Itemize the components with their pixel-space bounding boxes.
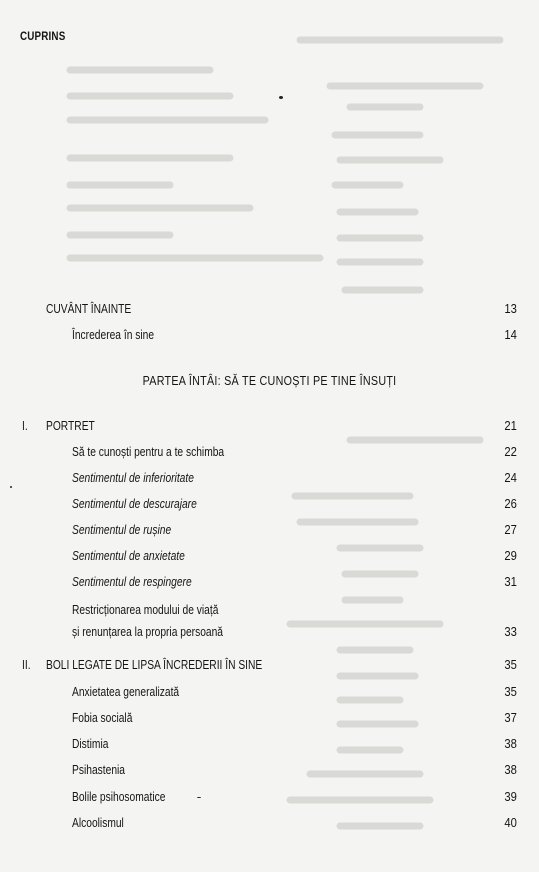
entry-title: Sentimentul de inferioritate — [72, 471, 194, 485]
toc-entry[interactable] — [0, 685, 539, 703]
entry-title: Anxietatea generalizată — [72, 685, 180, 699]
entry-title: Sentimentul de anxietate — [72, 549, 185, 563]
part-title — [0, 374, 539, 388]
entry-title-line2: și renunțarea la propria persoană — [72, 625, 224, 639]
entry-page: 33 — [504, 625, 517, 639]
entry-page: 38 — [504, 763, 517, 777]
entry-page: 22 — [504, 445, 517, 459]
entry-title: Distimia — [72, 737, 109, 751]
toc-entry[interactable] — [0, 523, 539, 541]
entry-page: 14 — [504, 328, 517, 342]
toc-entry[interactable] — [0, 790, 539, 808]
toc-entry[interactable] — [0, 711, 539, 729]
toc-chapter-1[interactable] — [0, 419, 539, 437]
toc-entry[interactable] — [0, 763, 539, 781]
entry-page: 37 — [504, 711, 517, 725]
entry-title: Sentimentul de descurajare — [72, 497, 197, 511]
entry-page: 38 — [504, 737, 517, 751]
entry-title: Bolile psihosomatice — [72, 790, 166, 804]
entry-page: 31 — [504, 575, 517, 589]
entry-title: Psihastenia — [72, 763, 125, 777]
toc-entry[interactable] — [0, 575, 539, 593]
scan-speck — [279, 96, 283, 99]
scan-speck — [197, 797, 201, 798]
toc-chapter-2[interactable] — [0, 658, 539, 676]
entry-page: 27 — [504, 523, 517, 537]
entry-page: 21 — [504, 419, 517, 433]
entry-title: Alcoolismul — [72, 816, 124, 830]
toc-entry-foreword[interactable] — [0, 302, 539, 320]
scan-speck — [10, 486, 12, 488]
toc-entry[interactable] — [0, 497, 539, 515]
chapter-number: I. — [22, 419, 28, 433]
entry-page: 29 — [504, 549, 517, 563]
entry-page: 24 — [504, 471, 517, 485]
entry-title: Restricționarea modului de viață — [72, 603, 219, 617]
entry-page: 40 — [504, 816, 517, 830]
chapter-title: PORTRET — [46, 419, 95, 433]
entry-title: Sentimentul de respingere — [72, 575, 192, 589]
entry-page: 13 — [504, 302, 517, 316]
toc-entry[interactable] — [0, 549, 539, 567]
toc-entry[interactable] — [0, 603, 539, 621]
entry-title: Încrederea în sine — [72, 328, 155, 342]
chapter-number: II. — [22, 658, 31, 672]
entry-title: Fobia socială — [72, 711, 133, 725]
entry-page: 35 — [504, 685, 517, 699]
entry-title: CUVÂNT ÎNAINTE — [46, 302, 132, 316]
toc-entry[interactable] — [0, 471, 539, 489]
entry-title: Să te cunoști pentru a te schimba — [72, 445, 225, 459]
toc-entry[interactable] — [0, 816, 539, 834]
toc-entry[interactable] — [0, 737, 539, 755]
chapter-title: BOLI LEGATE DE LIPSA ÎNCREDERII ÎN SINE — [46, 658, 263, 672]
toc-entry[interactable] — [0, 445, 539, 463]
toc-heading: CUPRINS — [20, 29, 66, 43]
entry-page: 35 — [504, 658, 517, 672]
toc-entry-continued[interactable] — [0, 625, 539, 643]
toc-entry-self-confidence[interactable] — [0, 328, 539, 346]
entry-page: 26 — [504, 497, 517, 511]
part-title-text: PARTEA ÎNTÂI: SĂ TE CUNOȘTI PE TINE ÎNSUȚI — [142, 374, 397, 388]
entry-title: Sentimentul de rușine — [72, 523, 172, 537]
entry-page: 39 — [504, 790, 517, 804]
